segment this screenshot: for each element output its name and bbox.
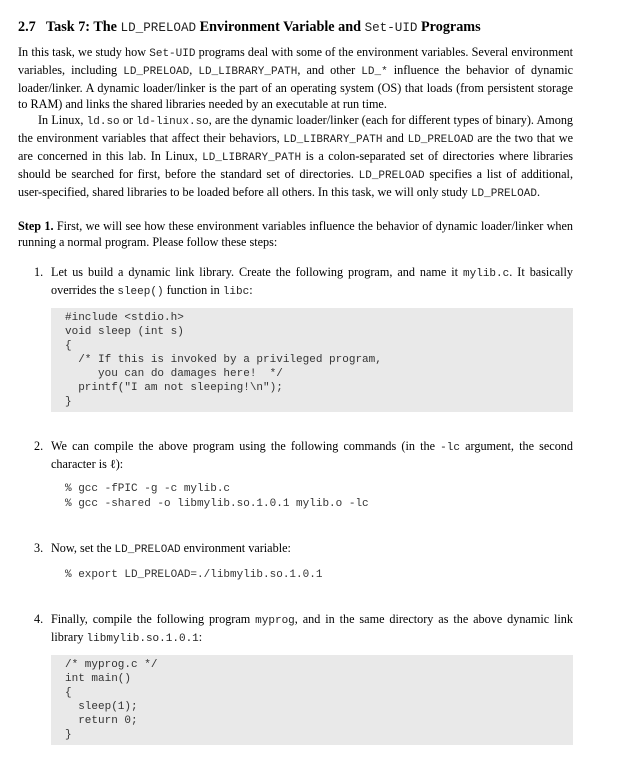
inline-code: -lc bbox=[440, 442, 460, 454]
title-text: Task 7: The bbox=[46, 19, 121, 35]
inline-code: LD_* bbox=[361, 66, 388, 78]
inline-code: LD_PRELOAD bbox=[114, 544, 181, 556]
intro-paragraph-1 bbox=[18, 44, 573, 112]
item-number: 2. bbox=[34, 439, 44, 453]
item-text bbox=[51, 264, 573, 300]
inline-code: LD_PRELOAD bbox=[123, 66, 190, 78]
item-number: 4. bbox=[34, 612, 44, 626]
text-run: In this task, we study how bbox=[18, 45, 150, 59]
inline-code: myprog bbox=[255, 615, 295, 627]
title-code: LD_PRELOAD bbox=[120, 21, 197, 35]
list-item bbox=[18, 540, 573, 611]
list-item bbox=[18, 611, 573, 745]
inline-code: Set-UID bbox=[149, 48, 196, 60]
code-block-myprog: /* myprog.c */ int main() { sleep(1); return 0; } bbox=[51, 655, 573, 745]
item-number: 1. bbox=[34, 265, 44, 279]
step-1-text: First, we will see how these environment variables influence the behavior of dynamic loader/linker when running a normal program. Please follow these steps: bbox=[18, 219, 574, 249]
section-number: 2.7 bbox=[18, 19, 36, 35]
title-code: Set-UID bbox=[364, 21, 418, 35]
text-run: We can compile the above program using the following commands (in the bbox=[51, 439, 441, 453]
text-run: In Linux, bbox=[38, 113, 87, 127]
inline-code: libmylib.so.1.0.1 bbox=[86, 633, 199, 645]
text-run: influence the behavior of dynamic loader/linker. A dynamic loader/linker is the part of an operating system (OS) that loads (from persistent storage to RAM) and links the shared libraries needed by an executable at run time. bbox=[18, 63, 574, 111]
text-run: is a colon-separated set of directories where libraries should be searched for first, before the standard set of directories. bbox=[18, 149, 573, 181]
text-run: , are the dynamic loader/linker (each for different types of binary). Among the environment variables that affect their behaviors, bbox=[18, 113, 574, 145]
inline-code: ld-linux.so bbox=[136, 116, 209, 128]
text-run: or bbox=[119, 113, 137, 127]
inline-code: LD_LIBRARY_PATH bbox=[202, 152, 302, 164]
step-list bbox=[18, 264, 573, 745]
inline-code: sleep() bbox=[117, 286, 164, 298]
text-run: , and in the same directory as the above dynamic link library bbox=[51, 612, 573, 644]
text-run: environment variable: bbox=[180, 541, 291, 555]
step-label: Step 1. bbox=[18, 219, 54, 233]
text-run: Let us build a dynamic link library. Create the following program, and name it bbox=[51, 265, 464, 279]
text-run: . It basically overrides the bbox=[51, 265, 574, 297]
inline-code: LD_LIBRARY_PATH bbox=[283, 134, 383, 146]
text-run: and bbox=[382, 131, 408, 145]
item-number: 3. bbox=[34, 541, 44, 555]
text-run: Now, set the bbox=[51, 541, 115, 555]
list-item bbox=[18, 438, 573, 540]
code-block-mylib: #include <stdio.h> void sleep (int s) { /* If this is invoked by a privileged program, you can do damages here! */ printf("I am not sleeping!\n"); } bbox=[51, 308, 573, 412]
section-title bbox=[18, 18, 573, 37]
text-run: , bbox=[189, 63, 199, 77]
inline-code: ld.so bbox=[86, 116, 120, 128]
item-text bbox=[51, 611, 573, 647]
inline-code: LD_PRELOAD bbox=[407, 134, 474, 146]
text-run: Finally, compile the following program bbox=[51, 612, 256, 626]
text-run: argument, the second character is ℓ): bbox=[51, 439, 573, 471]
text-run: . bbox=[536, 185, 540, 199]
text-run: : bbox=[249, 283, 253, 297]
text-run: are the two that we are concerned in this lab. In Linux, bbox=[18, 131, 573, 163]
item-text bbox=[51, 540, 573, 558]
command-block-export: % export LD_PRELOAD=./libmylib.so.1.0.1 bbox=[65, 569, 323, 581]
text-run: : bbox=[198, 630, 203, 644]
inline-code: mylib.c bbox=[463, 268, 510, 280]
text-run: , and other bbox=[297, 63, 362, 77]
title-text: Programs bbox=[417, 19, 481, 35]
inline-code: LD_PRELOAD bbox=[358, 170, 425, 182]
intro-paragraph-2 bbox=[18, 112, 573, 202]
document-page bbox=[18, 18, 573, 745]
text-run: function in bbox=[163, 283, 223, 297]
step-1-paragraph bbox=[18, 218, 573, 250]
text-run: specifies a list of additional, user-specified, shared libraries to be loaded before all others. In this task, we will only study bbox=[18, 167, 573, 199]
item-text bbox=[51, 438, 573, 472]
inline-code: libc bbox=[222, 286, 250, 298]
inline-code: LD_PRELOAD bbox=[470, 188, 537, 200]
inline-code: LD_LIBRARY_PATH bbox=[198, 66, 298, 78]
command-block-compile: % gcc -fPIC -g -c mylib.c % gcc -shared -o libmylib.so.1.0.1 mylib.o -lc bbox=[65, 483, 369, 510]
list-item bbox=[18, 264, 573, 438]
title-text: Environment Variable and bbox=[196, 19, 365, 35]
text-run: programs deal with some of the environment variables. Several environment variables, including bbox=[18, 45, 573, 77]
